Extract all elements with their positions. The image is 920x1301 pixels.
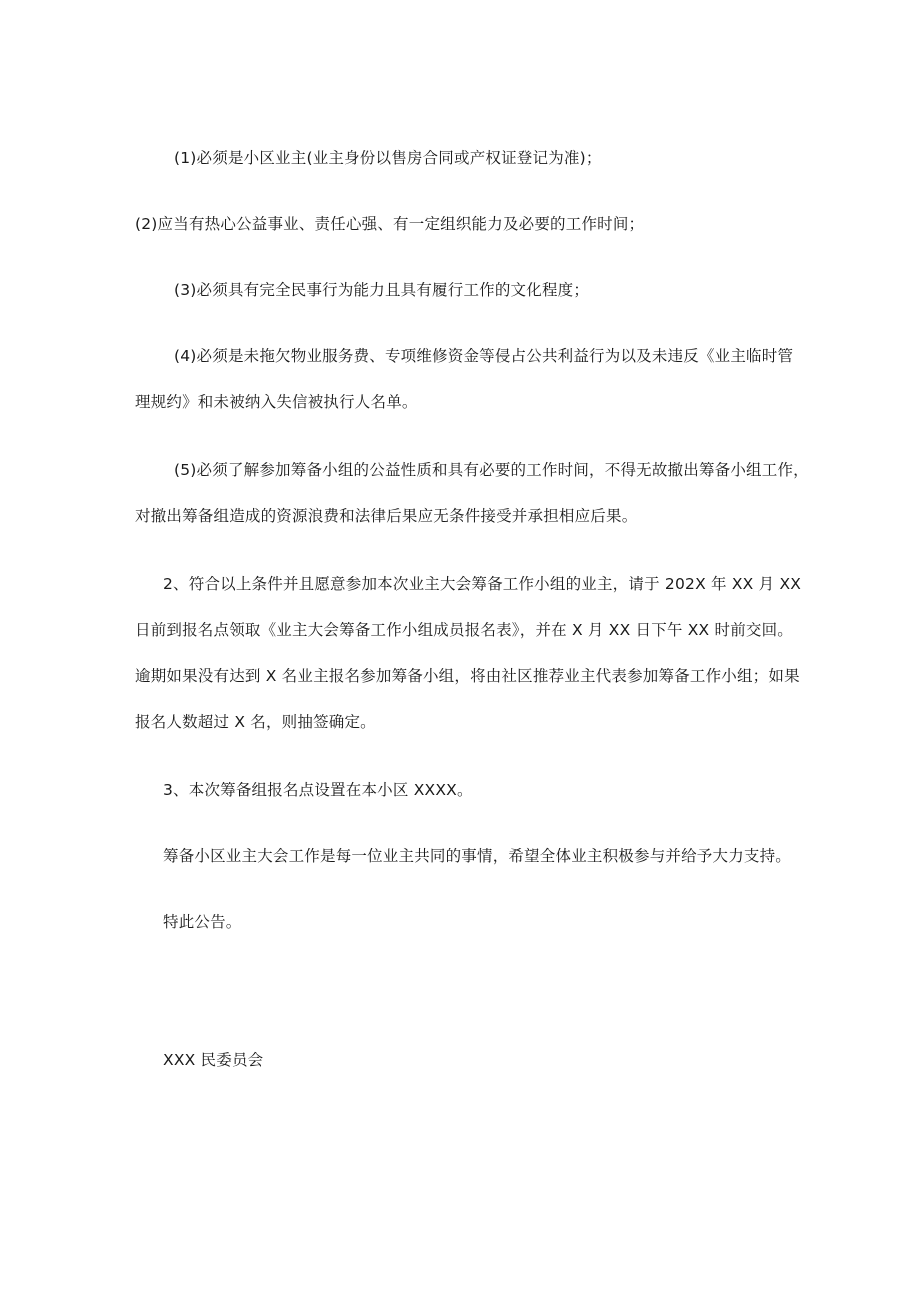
paragraph-registration-line-1: 2、符合以上条件并且愿意参加本次业主大会筹备工作小组的业主，请于 202X 年 XX 月 XX xyxy=(163,575,802,593)
paragraph-condition-4-line-1: (4)必须是未拖欠物业服务费、专项维修资金等侵占公共利益行为以及未违反《业主临时管 xyxy=(174,347,794,365)
paragraph-registration-line-4: 报名人数超过 X 名，则抽签确定。 xyxy=(135,713,376,731)
paragraph-condition-2: (2)应当有热心公益事业、责任心强、有一定组织能力及必要的工作时间； xyxy=(135,215,645,233)
paragraph-condition-3: (3)必须具有完全民事行为能力且具有履行工作的文化程度； xyxy=(174,281,590,299)
paragraph-condition-5-line-1: (5)必须了解参加筹备小组的公益性质和具有必要的工作时间，不得无故撤出筹备小组工作， xyxy=(174,461,809,479)
paragraph-appeal: 筹备小区业主大会工作是每一位业主共同的事情，希望全体业主积极参与并给予大力支持。 xyxy=(163,847,792,865)
paragraph-condition-4-line-2: 理规约》和未被纳入失信被执行人名单。 xyxy=(135,393,418,411)
paragraph-announcement: 特此公告。 xyxy=(163,913,242,931)
paragraph-condition-1: (1)必须是小区业主(业主身份以售房合同或产权证登记为准)； xyxy=(174,149,602,167)
paragraph-registration-line-3: 逾期如果没有达到 X 名业主报名参加筹备小组，将由社区推荐业主代表参加筹备工作小组；如果 xyxy=(135,667,800,685)
paragraph-location: 3、本次筹备组报名点设置在本小区 XXXX。 xyxy=(163,781,473,799)
paragraph-registration-line-2: 日前到报名点领取《业主大会筹备工作小组成员报名表》，并在 X 月 XX 日下午 XX 时前交回。 xyxy=(135,621,794,639)
signature-committee: XXX 民委员会 xyxy=(163,1051,264,1069)
paragraph-condition-5-line-2: 对撤出筹备组造成的资源浪费和法律后果应无条件接受并承担相应后果。 xyxy=(135,507,638,525)
